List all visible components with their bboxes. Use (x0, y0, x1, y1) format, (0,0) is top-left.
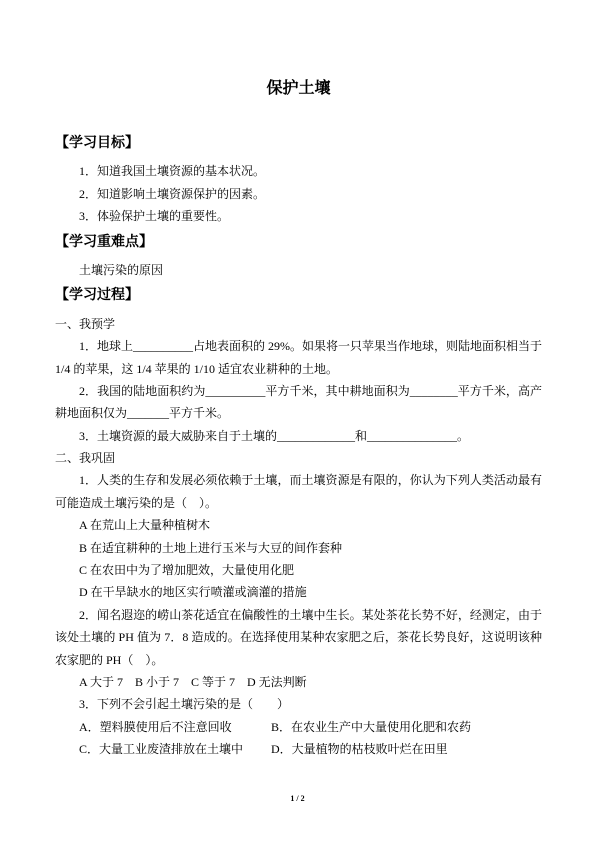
subsection-heading-consolidate: 二、我巩固 (55, 451, 116, 466)
section-heading-key-points: 【学习重难点】 (55, 233, 153, 250)
question-3-options-row (55, 716, 542, 738)
consolidate-question-2-line: 该处土壤的 PH 值为 7．8 造成的。在选择使用某种农家肥之后，茶花长势良好，这说明该种 (55, 630, 542, 645)
page-content (55, 77, 542, 761)
consolidate-question-3-line: 3．下列不会引起土壤污染的是（ ） (79, 697, 290, 712)
page-title: 保护土壤 (266, 78, 331, 97)
question-1-option-a: A 在荒山上大量种植树木 (79, 518, 211, 533)
question-2-options: A 大于 7 B 小于 7 C 等于 7 D 无法判断 (79, 674, 307, 689)
consolidate-question-2-line: 农家肥的 PH（ ）。 (55, 652, 164, 667)
section-heading-objectives: 【学习目标】 (55, 135, 139, 151)
preview-question-2-line: 2．我国的陆地面积约为__________平方千米，其中耕地面积为________平方千米，高产 (79, 383, 542, 398)
question-1-option-d: D 在干旱缺水的地区实行喷灌或滴灌的措施 (79, 585, 307, 600)
question-3-option-d: D．大量植物的枯枝败叶烂在田里 (271, 742, 448, 757)
objective-item: 2．知道影响土壤资源保护的因素。 (79, 186, 266, 201)
preview-question-1-line: 1/4 的苹果，这 1/4 苹果的 1/10 适宜农业耕种的土地。 (55, 361, 339, 376)
consolidate-question-1-line: 1．人类的生存和发展必须依赖于土壤，而土壤资源是有限的，你认为下列人类活动最有 (79, 473, 542, 488)
question-3-options-row (55, 738, 542, 760)
section-heading-process: 【学习过程】 (55, 287, 139, 304)
preview-question-2-line: 耕地面积仅为_______平方千米。 (55, 406, 230, 421)
question-3-option-c: C．大量工业废渣排放在土壤中 (79, 742, 244, 757)
preview-question-3-line: 3．土壤资源的最大威胁来自于土壤的_____________和_______________。 (79, 428, 470, 443)
question-3-option-b: B．在农业生产中大量使用化肥和农药 (271, 719, 472, 734)
preview-question-1-line: 1．地球上__________占地表面积的 29%。如果将一只苹果当作地球，则陆地面积相当于 (79, 339, 542, 354)
objective-item: 1．知道我国土壤资源的基本状况。 (79, 164, 266, 179)
question-1-option-c: C 在农田中为了增加肥效，大量使用化肥 (79, 563, 295, 578)
objective-item: 3．体验保护土壤的重要性。 (79, 209, 230, 224)
subsection-heading-preview: 一、我预学 (55, 316, 116, 331)
question-3-option-a: A．塑料膜使用后不注意回收 (79, 719, 232, 734)
key-points-text: 土壤污染的原因 (79, 262, 164, 277)
question-1-option-b: B 在适宜耕种的土地上进行玉米与大豆的间作套种 (79, 540, 343, 555)
page-number: 1 / 2 (290, 794, 305, 803)
consolidate-question-1-line: 可能造成土壤污染的是（ ）。 (55, 495, 218, 510)
consolidate-question-2-line: 2．闻名遐迩的崂山茶花适宜在偏酸性的土壤中生长。某处茶花长势不好，经测定，由于 (79, 607, 542, 622)
